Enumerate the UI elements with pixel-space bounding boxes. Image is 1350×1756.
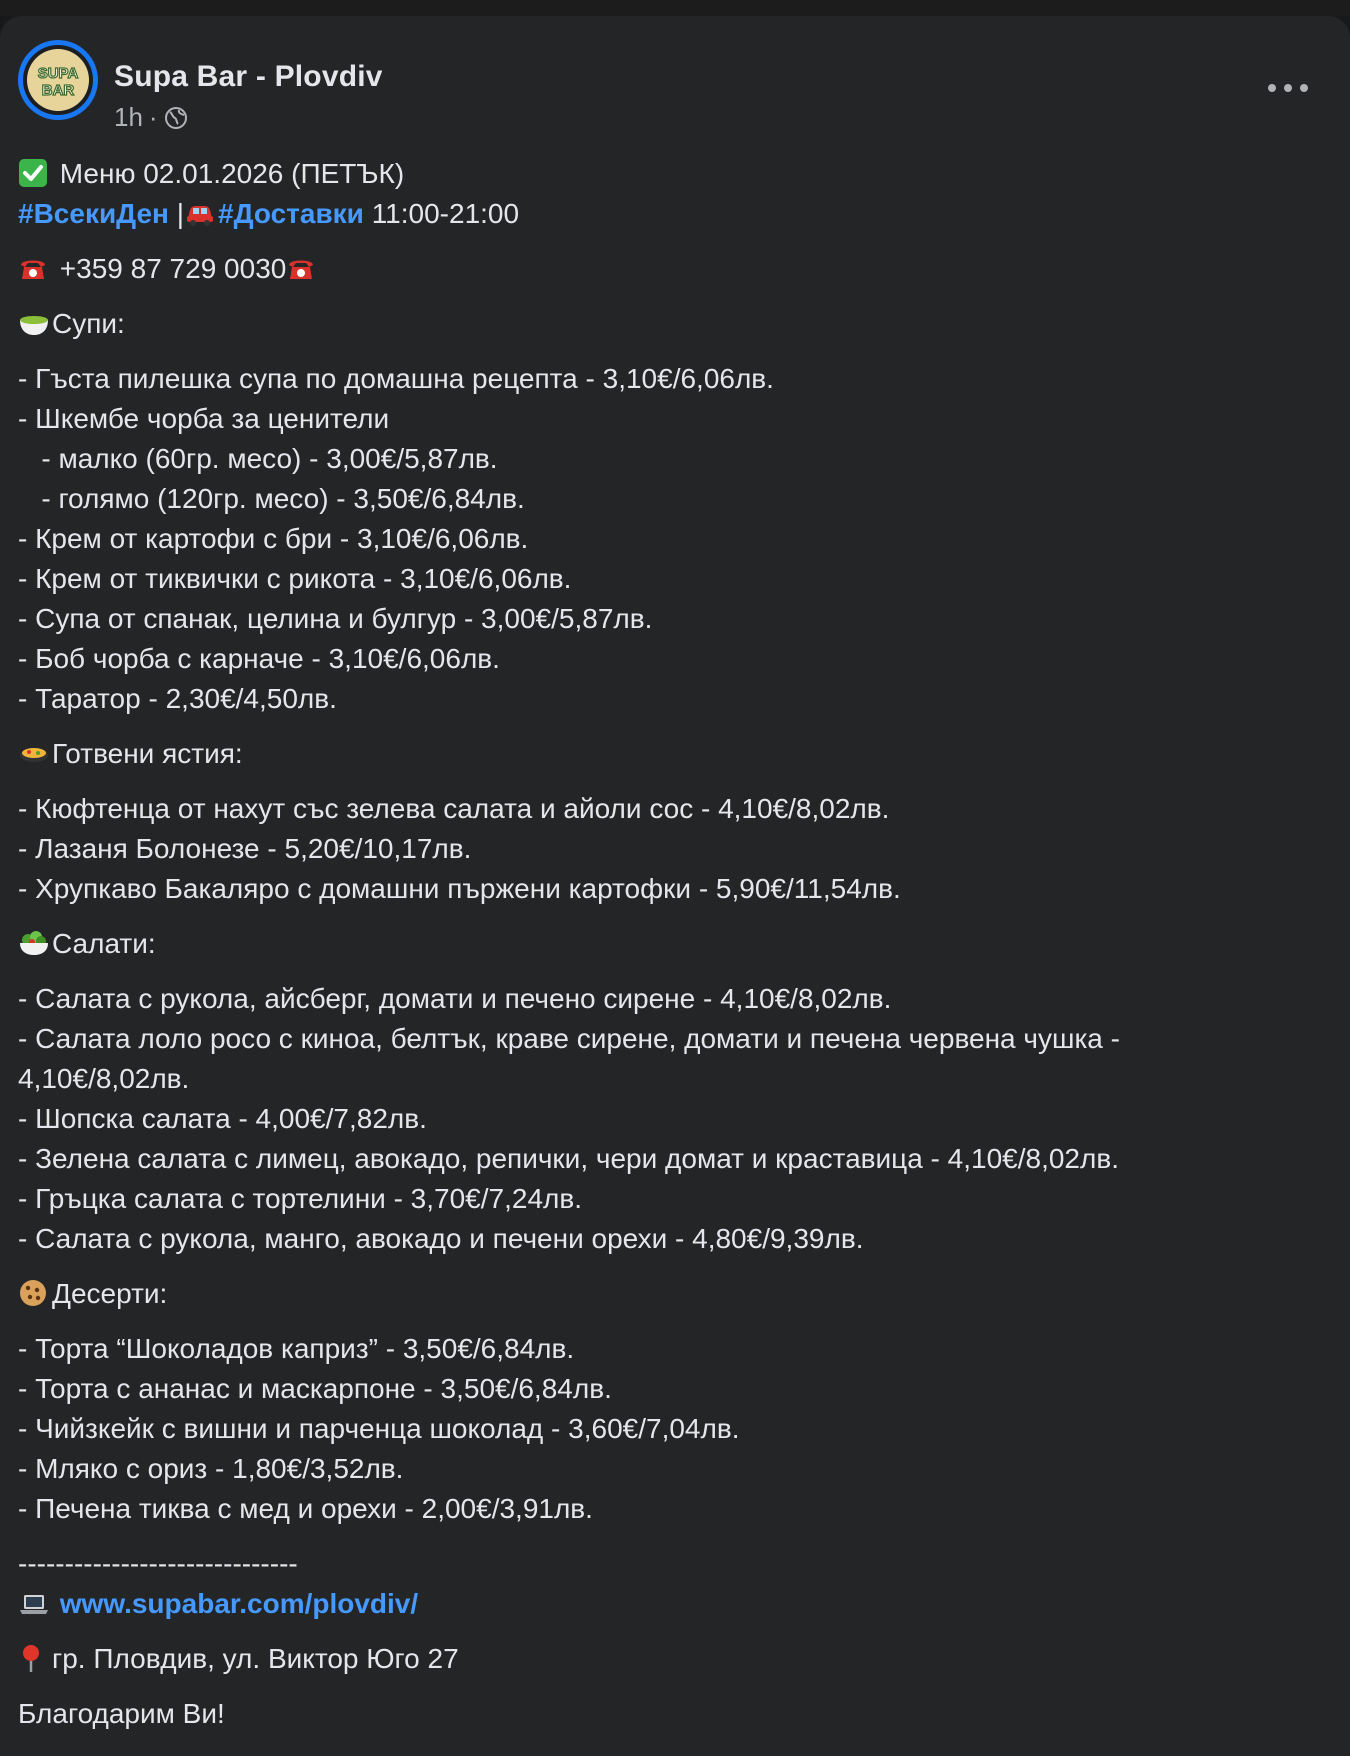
avatar[interactable]: [18, 40, 98, 120]
laptop-icon: [18, 1588, 50, 1618]
location-pin-icon: [18, 1643, 50, 1673]
more-options-icon[interactable]: [1268, 78, 1308, 98]
desserts-list: [18, 1329, 1318, 1529]
top-bar: [0, 0, 1350, 16]
list-item: - Крем от тиквички с рикота - 3,10€/6,06лв.: [18, 563, 572, 594]
check-mark-icon: [18, 158, 50, 188]
list-item: - Чийзкейк с вишни и парченца шоколад - 3,60€/7,04лв.: [18, 1413, 740, 1444]
soup-bowl-icon: [18, 308, 50, 338]
list-item: - Супа от спанак, целина и булгур - 3,00€/5,87лв.: [18, 603, 653, 634]
post-meta: [114, 102, 188, 133]
list-item: - Печена тиква с мед и орехи - 2,00€/3,91лв.: [18, 1493, 593, 1524]
list-item: - Салата лоло росо с киноа, белтък, краве сирене, домати и печена червена чушка -: [18, 1023, 1120, 1054]
list-item: 4,10€/8,02лв.: [18, 1063, 190, 1094]
address: гр. Пловдив, ул. Виктор Юго 27: [52, 1643, 459, 1674]
list-item: - Мляко с ориз - 1,80€/3,52лв.: [18, 1453, 404, 1484]
svg-text:SUPA: SUPA: [37, 65, 79, 82]
list-item: - Торта с ананас и маскарпоне - 3,50€/6,84лв.: [18, 1373, 612, 1404]
dishes-title-line: [18, 734, 1318, 774]
salads-title-line: [18, 924, 1318, 964]
list-item: - Салата с рукола, айсберг, домати и печено сирене - 4,10€/8,02лв.: [18, 983, 892, 1014]
list-item: - Гъста пилешка супа по домашна рецепта - 3,10€/6,06лв.: [18, 363, 774, 394]
list-item: - Боб чорба с карначе - 3,10€/6,06лв.: [18, 643, 500, 674]
menu-title-line: [18, 154, 1318, 194]
telephone-icon-2: [286, 253, 318, 283]
list-item: - Хрупкаво Бакаляро с домашни пържени картофки - 5,90€/11,54лв.: [18, 873, 901, 904]
list-item: - Крем от картофи с бри - 3,10€/6,06лв.: [18, 523, 529, 554]
svg-text:BAR: BAR: [41, 82, 75, 99]
supa-bar-logo: [27, 49, 89, 111]
globe-icon[interactable]: [164, 106, 188, 130]
list-item: - Салата с рукола, манго, авокадо и печени орехи - 4,80€/9,39лв.: [18, 1223, 864, 1254]
soups-title: Супи:: [52, 308, 125, 339]
phone-line: [18, 249, 1318, 289]
list-item: - Кюфтенца от нахут със зелева салата и айоли сос - 4,10€/8,02лв.: [18, 793, 890, 824]
cookie-icon: [18, 1278, 50, 1308]
thanks-line: Благодарим Ви!: [18, 1698, 225, 1729]
list-item: - малко (60гр. месо) - 3,00€/5,87лв.: [18, 443, 498, 474]
paella-pan-icon: [18, 738, 50, 768]
delivery-hours: 11:00-21:00: [371, 198, 520, 229]
car-icon: [184, 198, 216, 228]
list-item: - Торта “Шоколадов каприз” - 3,50€/6,84лв.: [18, 1333, 575, 1364]
list-item: - голямо (120гр. месо) - 3,50€/6,84лв.: [18, 483, 525, 514]
desserts-title: Десерти:: [52, 1278, 168, 1309]
address-line: [18, 1639, 1318, 1679]
desserts-title-line: [18, 1274, 1318, 1314]
list-item: - Шкембе чорба за ценители: [18, 403, 390, 434]
list-item: - Таратор - 2,30€/4,50лв.: [18, 683, 337, 714]
website-link[interactable]: www.supabar.com/plovdiv/: [59, 1588, 419, 1619]
post-body: [18, 154, 1318, 1734]
list-item: - Шопска салата - 4,00€/7,82лв.: [18, 1103, 427, 1134]
post-header: [18, 40, 1332, 132]
website-line: [18, 1584, 1318, 1624]
meta-separator: ·: [148, 102, 158, 132]
dishes-list: [18, 789, 1318, 909]
page-name[interactable]: Supa Bar - Plovdiv: [114, 60, 383, 93]
soups-title-line: [18, 304, 1318, 344]
hashtag-delivery[interactable]: #Доставки: [218, 198, 364, 229]
salads-list: [18, 979, 1318, 1259]
phone-number[interactable]: +359 87 729 0030: [59, 253, 287, 284]
hashtag-every-day[interactable]: #ВсекиДен: [18, 198, 169, 229]
soups-list: [18, 359, 1318, 719]
pipe-separator: |: [176, 198, 184, 229]
telephone-icon: [18, 253, 50, 283]
list-item: - Зелена салата с лимец, авокадо, репички, чери домат и краставица - 4,10€/8,02лв.: [18, 1143, 1119, 1174]
list-item: - Лазаня Болонезе - 5,20€/10,17лв.: [18, 833, 472, 864]
salads-title: Салати:: [52, 928, 156, 959]
hashtags-line: [18, 194, 1318, 234]
post-card: [0, 16, 1350, 1756]
dishes-title: Готвени ястия:: [52, 738, 243, 769]
divider: ------------------------------: [18, 1548, 298, 1579]
list-item: - Гръцка салата с тортелини - 3,70€/7,24лв.: [18, 1183, 583, 1214]
post-time[interactable]: 1h: [114, 102, 143, 132]
green-salad-icon: [18, 928, 50, 958]
menu-title: Меню 02.01.2026 (ПЕТЪК): [59, 158, 405, 189]
